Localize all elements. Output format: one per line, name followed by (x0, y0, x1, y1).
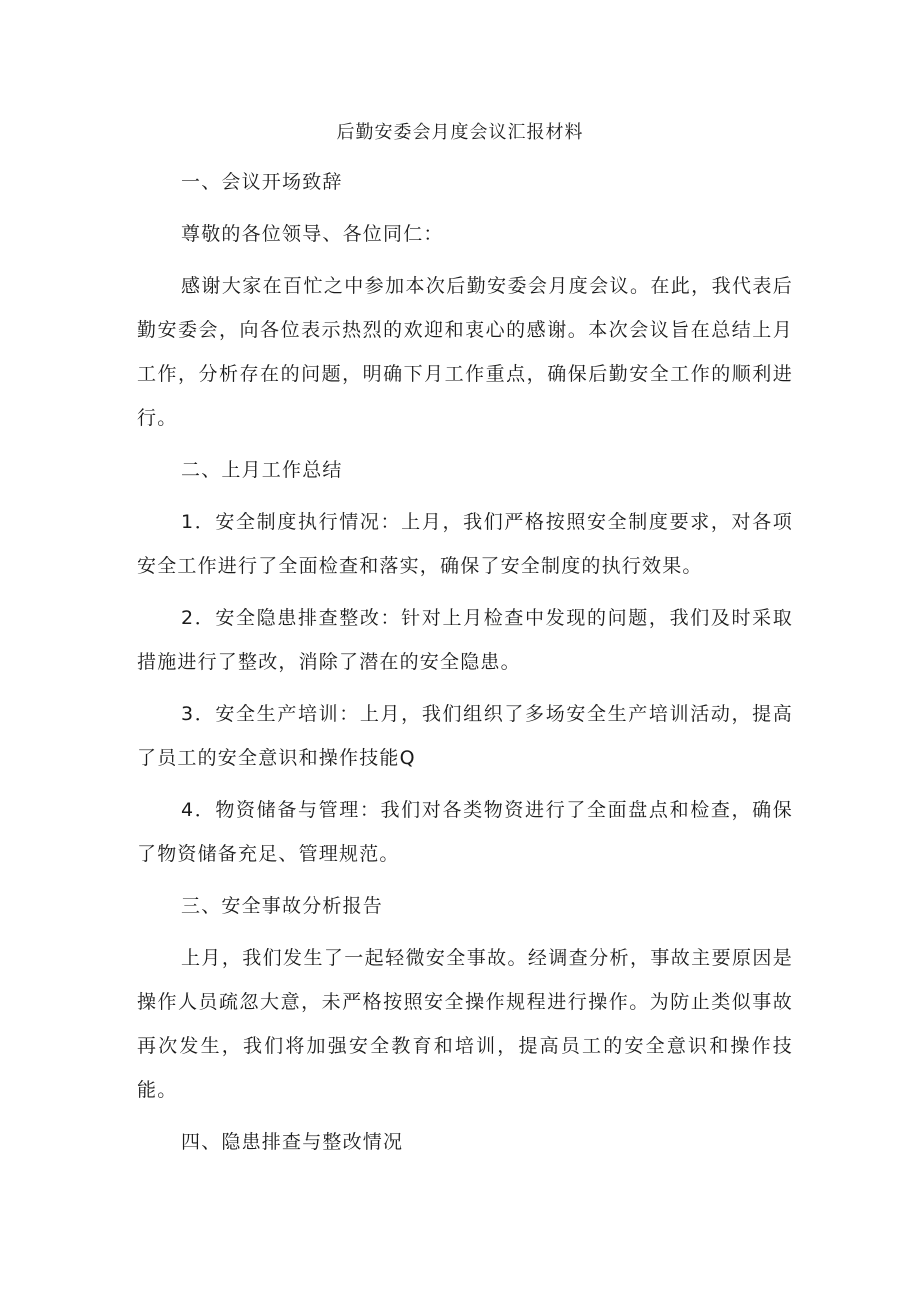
paragraph-salutation: 尊敬的各位领导、各位同仁： (181, 223, 444, 245)
document-title: 后勤安委会月度会议汇报材料 (336, 122, 584, 143)
paragraph-item-4: 4．物资储备与管理：我们对各类物资进行了全面盘点和检查，确保了物资储备充足、管理规范。 (137, 799, 793, 865)
section-heading-accident: 三、安全事故分析报告 (181, 895, 384, 917)
section-heading-opening: 一、会议开场致辞 (181, 171, 343, 193)
paragraph-item-1: 1．安全制度执行情况：上月，我们严格按照安全制度要求，对各项安全工作进行了全面检查和落实，确保了安全制度的执行效果。 (137, 511, 793, 577)
paragraph-item-2: 2．安全隐患排查整改：针对上月检查中发现的问题，我们及时采取措施进行了整改，消除了潜在的安全隐患。 (137, 607, 793, 673)
section-heading-summary: 二、上月工作总结 (181, 459, 343, 481)
paragraph-item-3: 3．安全生产培训：上月，我们组织了多场安全生产培训活动，提高了员工的安全意识和操作技能Q (137, 703, 793, 769)
section-heading-hazards: 四、隐患排查与整改情况 (181, 1131, 404, 1153)
paragraph-accident: 上月，我们发生了一起轻微安全事故。经调查分析，事故主要原因是操作人员疏忽大意，未严格按照安全操作规程进行操作。为防止类似事故再次发生，我们将加强安全教育和培训，提高员工的安全意识和操作技能。 (137, 947, 793, 1101)
paragraph-welcome: 感谢大家在百忙之中参加本次后勤安委会月度会议。在此，我代表后勤安委会，向各位表示热烈的欢迎和衷心的感谢。本次会议旨在总结上月工作，分析存在的问题，明确下月工作重点，确保后勤安全工作的顺利进行。 (137, 275, 793, 429)
document-body (137, 160, 793, 1172)
